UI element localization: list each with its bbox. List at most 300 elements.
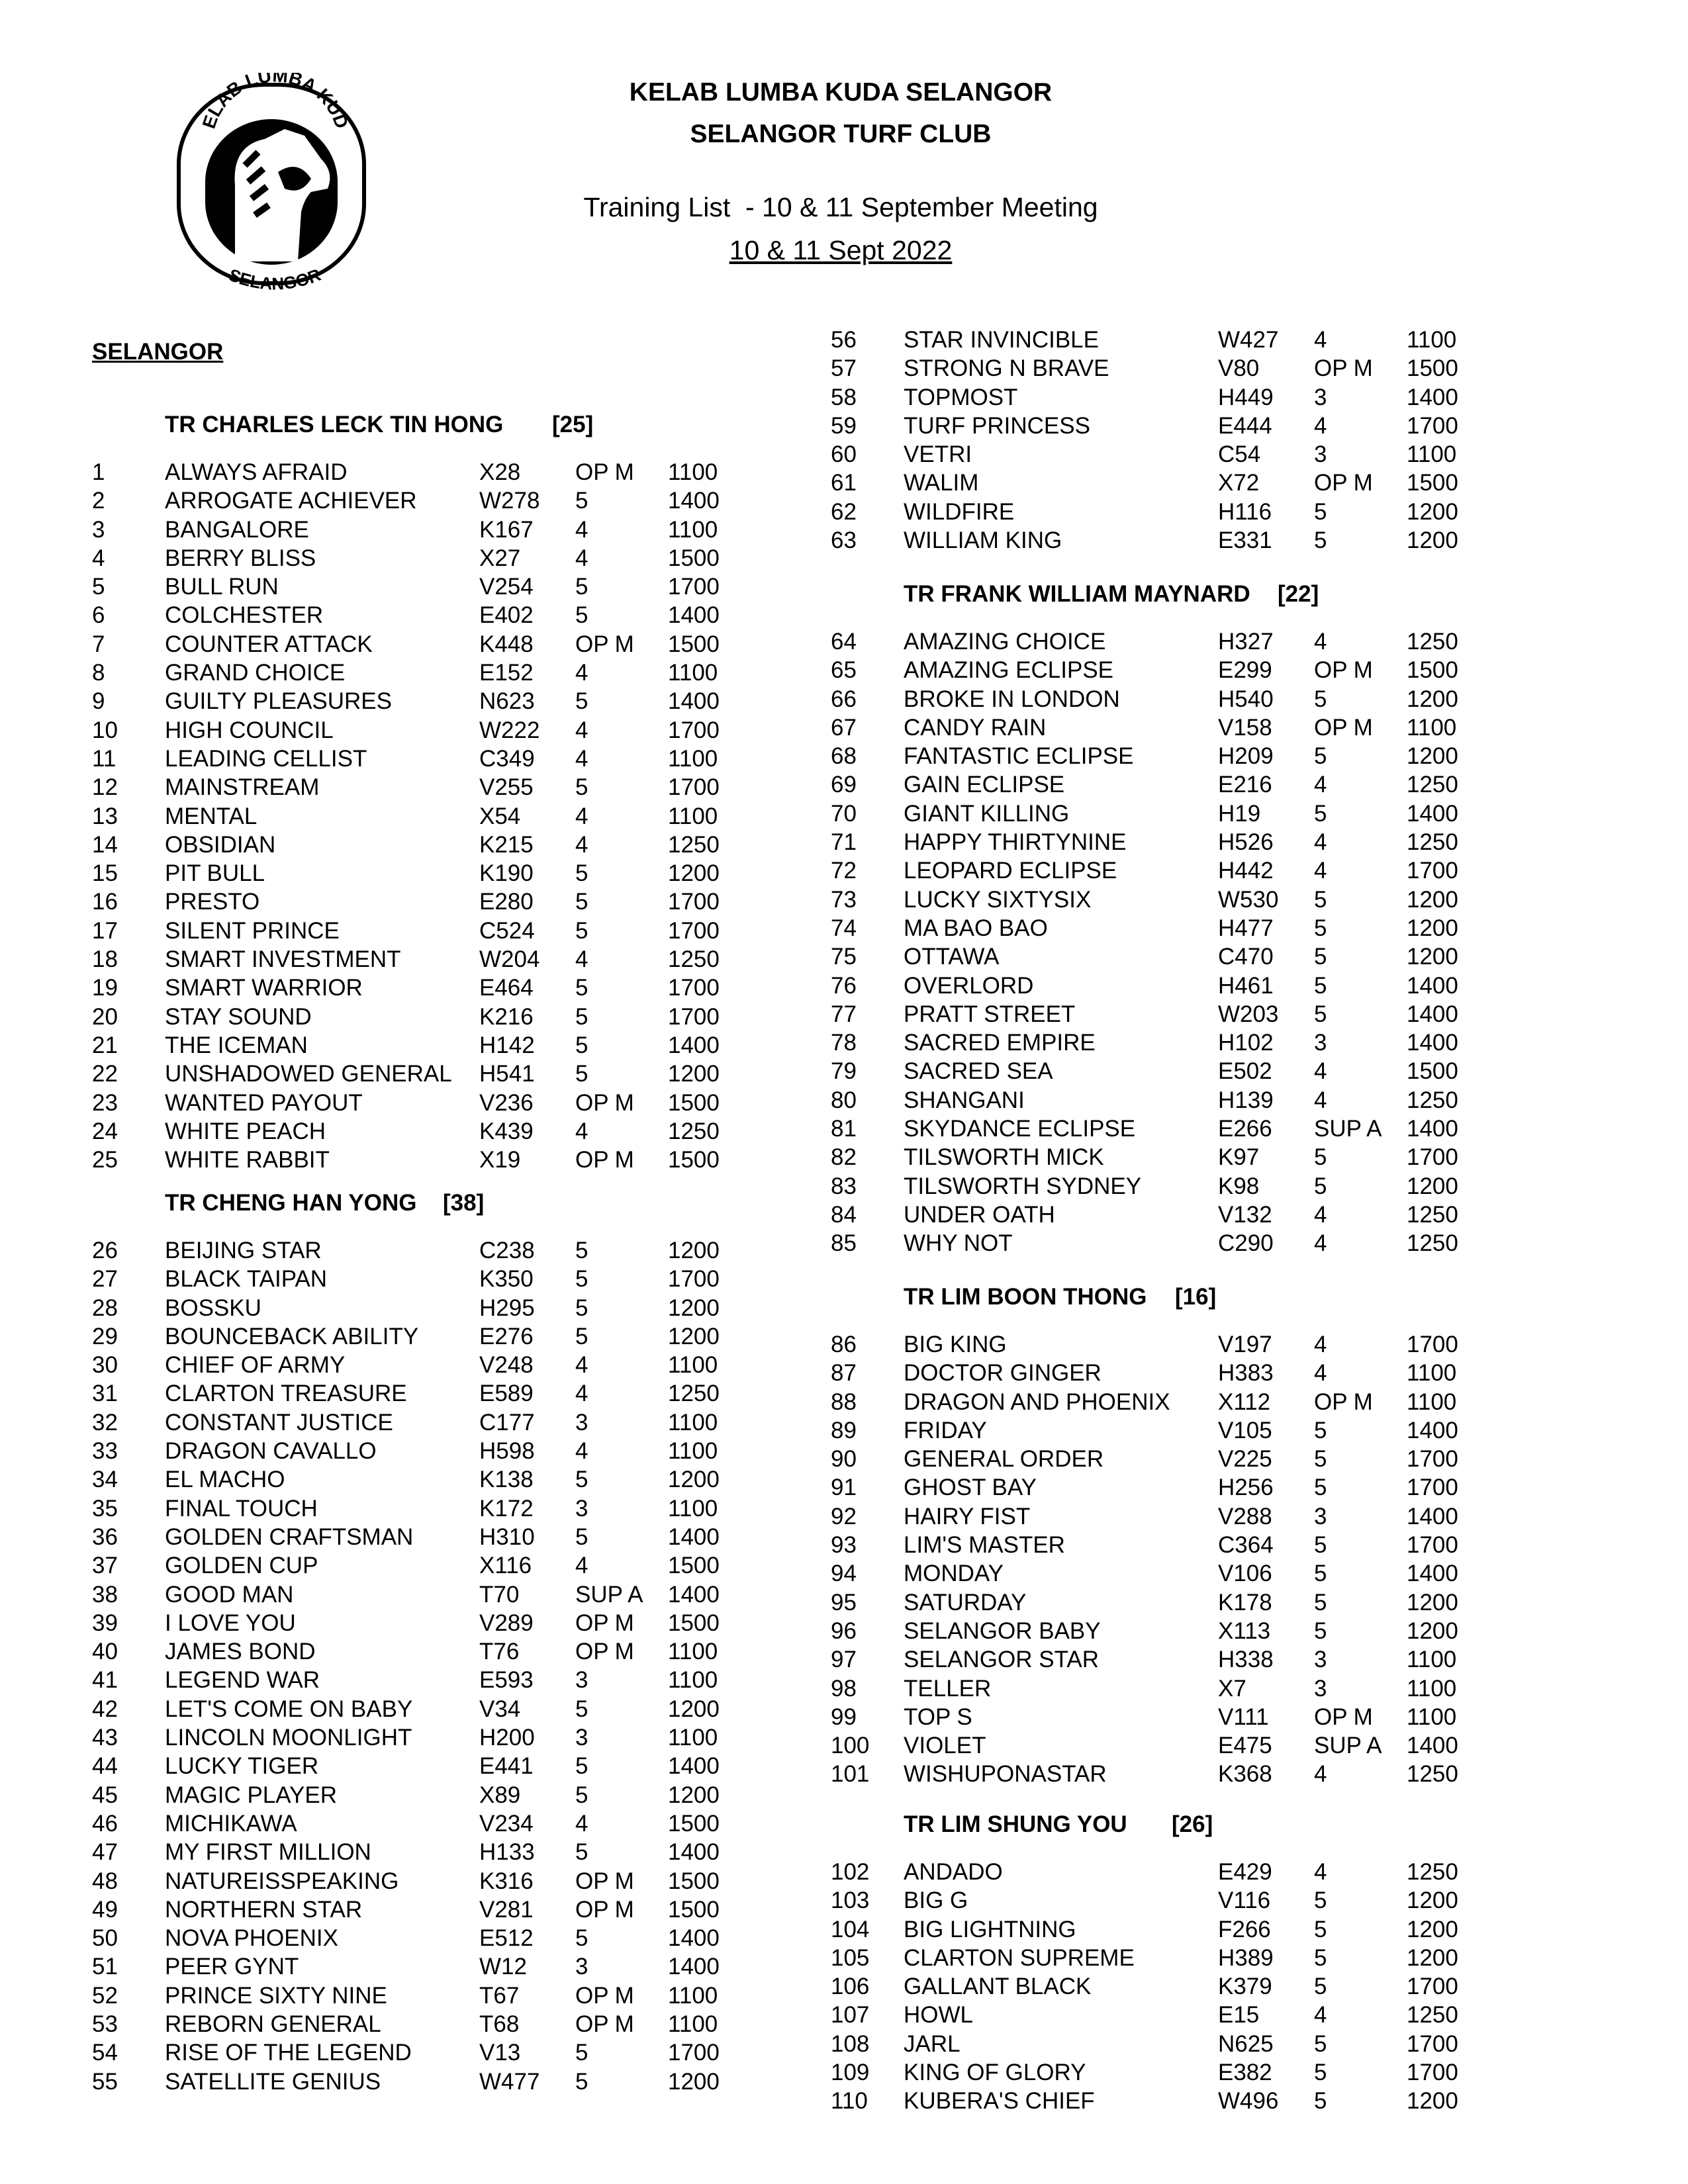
section-label: SELANGOR [92,339,224,365]
horse-distance: 1700 [1407,1532,1458,1559]
horse-code: K368 [1218,1761,1272,1788]
horse-number: 32 [92,1409,118,1435]
horse-name: DRAGON AND PHOENIX [904,1388,1170,1415]
list-item [831,1201,1625,1229]
horse-name: MONDAY [904,1561,1004,1587]
horse-name: FINAL TOUCH [165,1495,318,1522]
horse-distance: 1700 [1407,412,1458,439]
horse-number: 104 [831,1916,870,1942]
horse-number: 72 [831,858,857,884]
list-item [831,1028,1625,1057]
horse-number: 22 [92,1061,118,1087]
horse-class: 4 [1314,629,1327,655]
horse-distance: 1400 [1407,972,1458,999]
horse-code: W203 [1218,1001,1279,1027]
horse-code: K138 [479,1467,534,1493]
horse-number: 110 [831,2088,868,2115]
horse-name: PEER GYNT [165,1954,299,1980]
trainer-name: TR CHARLES LECK TIN HONG [165,412,504,437]
horse-distance: 1200 [1407,944,1458,970]
horse-number: 53 [92,2011,118,2038]
horse-code: X7 [1218,1675,1246,1702]
horse-distance: 1100 [668,660,718,686]
horse-distance: 1500 [668,1553,720,1579]
horse-name: BIG G [904,1888,968,1914]
list-item [92,1695,886,1723]
horse-code: C364 [1218,1532,1274,1559]
list-item [92,1089,886,1117]
horse-distance: 1200 [668,1782,720,1808]
horse-number: 81 [831,1116,857,1142]
horse-name: PIT BULL [165,860,265,887]
list-item [92,1666,886,1694]
horse-code: K439 [479,1118,534,1144]
horse-number: 5 [92,574,105,600]
horse-code: H598 [479,1438,535,1465]
horse-code: C177 [479,1409,535,1435]
horse-class: 5 [1314,1916,1327,1942]
horse-distance: 1700 [668,1266,720,1293]
horse-code: F266 [1218,1916,1271,1942]
horse-name: VIOLET [904,1733,986,1759]
horse-number: 12 [92,774,118,801]
logo-ring-top-text: ELAB LUMBA KUD [198,73,353,132]
horse-code: C349 [479,745,535,772]
horse-number: 56 [831,327,857,353]
horse-class: 5 [575,917,588,944]
horse-code: E152 [479,660,534,686]
horse-class: 4 [575,717,588,743]
list-item [831,1057,1625,1085]
horse-number: 27 [92,1266,118,1293]
trainer-heading [831,581,1625,610]
horse-class: 4 [1314,858,1327,884]
horse-name: TILSWORTH MICK [904,1144,1104,1171]
list-item [831,656,1625,684]
horse-code: C524 [479,917,535,944]
horse-code: V116 [1218,1888,1271,1914]
trainer-heading [92,1190,886,1218]
horse-class: 5 [1314,686,1327,712]
trainer-heading [831,1811,1625,1840]
horse-code: E280 [479,889,534,915]
horse-name: SELANGOR STAR [904,1647,1099,1673]
horse-number: 15 [92,860,118,887]
horse-code: K190 [479,860,534,887]
list-item [831,1388,1625,1416]
horse-distance: 1200 [1407,915,1458,941]
horse-distance: 1700 [1407,2030,1458,2057]
horse-distance: 1250 [668,946,720,973]
list-item [831,2001,1625,2029]
list-item [92,1437,886,1465]
list-item [92,917,886,945]
club-name-english: SELANGOR TURF CLUB [690,120,992,148]
horse-class: OP M [575,1147,634,1173]
horse-code: X54 [479,803,521,829]
list-item [92,2010,886,2038]
horse-class: 4 [575,831,588,858]
horse-code: E266 [1218,1116,1272,1142]
list-item [92,1351,886,1379]
list-item [831,412,1625,440]
horse-number: 43 [92,1725,118,1751]
logo-ring-bottom-text: SELANGOR [226,264,324,291]
horse-number: 3 [92,516,105,543]
horse-number: 77 [831,1001,857,1027]
horse-name: STAR INVINCIBLE [904,327,1099,353]
horse-class: 3 [1314,1675,1327,1702]
horse-number: 57 [831,355,857,382]
list-item [831,1416,1625,1445]
horse-name: SELANGOR BABY [904,1617,1101,1644]
horse-class: 5 [575,1753,588,1780]
horse-number: 10 [92,717,118,743]
horse-code: K350 [479,1266,534,1293]
horse-code: H442 [1218,858,1274,884]
horse-name: BANGALORE [165,516,309,543]
horse-name: BOSSKU [165,1295,261,1321]
horse-class: 5 [575,1782,588,1808]
horse-name: SHANGANI [904,1087,1025,1113]
list-item [831,2030,1625,2058]
horse-name: SMART WARRIOR [165,975,363,1001]
horse-code: K178 [1218,1589,1272,1615]
horse-name: CLARTON TREASURE [165,1381,407,1407]
horse-number: 8 [92,660,105,686]
horse-class: 5 [575,1467,588,1493]
horse-distance: 1400 [668,1954,720,1980]
horse-code: E15 [1218,2002,1260,2028]
horse-distance: 1200 [1407,1173,1458,1199]
horse-name: WALIM [904,470,979,496]
horse-distance: 1100 [668,1639,718,1665]
horse-distance: 1700 [1407,2060,1458,2086]
horse-code: W204 [479,946,540,973]
horse-code: K167 [479,516,534,543]
horse-name: EL MACHO [165,1467,285,1493]
horse-name: CHIEF OF ARMY [165,1352,346,1379]
horse-distance: 1200 [1407,1916,1458,1942]
horse-head-emblem-icon [172,73,371,291]
horse-code: H477 [1218,915,1274,941]
list-item [92,1895,886,1924]
horse-class: 5 [1314,1617,1327,1644]
list-item [92,1809,886,1838]
horse-name: COLCHESTER [165,602,324,629]
horse-distance: 1400 [1407,1001,1458,1027]
horse-number: 60 [831,441,857,468]
horse-distance: 1400 [1407,1030,1458,1056]
horse-number: 67 [831,714,857,741]
horse-name: TURF PRINCESS [904,412,1090,439]
horse-name: HAIRY FIST [904,1503,1031,1529]
horse-number: 88 [831,1388,857,1415]
horse-name: KING OF GLORY [904,2060,1086,2086]
horse-class: OP M [575,2011,634,2038]
horse-distance: 1250 [1407,1201,1458,1228]
list-item [92,802,886,831]
horse-number: 109 [831,2060,870,2086]
horse-distance: 1200 [668,2068,720,2095]
list-item [831,713,1625,742]
horse-class: 5 [1314,1417,1327,1443]
horse-name: WHY NOT [904,1230,1013,1257]
trainer-horse-count: [22] [1278,581,1319,607]
horse-list [831,627,1625,1258]
horse-name: SACRED SEA [904,1058,1053,1085]
horse-distance: 1400 [668,602,720,629]
horse-name: BULL RUN [165,574,279,600]
horse-class: 5 [1314,1173,1327,1199]
trainer-horse-count: [26] [1172,1811,1213,1837]
list-item [831,1559,1625,1588]
horse-class: 5 [1314,1144,1327,1171]
list-item [92,1952,886,1981]
list-item [92,1379,886,1408]
horse-code: V106 [1218,1561,1272,1587]
horse-distance: 1400 [668,1925,720,1952]
list-item [831,1886,1625,1915]
horse-number: 33 [92,1438,118,1465]
horse-name: OTTAWA [904,944,1000,970]
horse-class: 3 [1314,384,1327,410]
horse-name: SKYDANCE ECLIPSE [904,1116,1136,1142]
horse-code: H383 [1218,1360,1274,1387]
horse-class: OP M [1314,1388,1373,1415]
horse-number: 58 [831,384,857,410]
list-item [92,630,886,659]
horse-number: 94 [831,1561,857,1587]
horse-class: 4 [1314,2002,1327,2028]
list-item [831,1502,1625,1531]
list-item [831,1731,1625,1760]
list-item [831,685,1625,713]
horse-code: H19 [1218,800,1261,827]
horse-code: H461 [1218,972,1274,999]
horse-number: 36 [92,1524,118,1550]
horse-code: X112 [1218,1388,1271,1415]
horse-number: 25 [92,1147,118,1173]
horse-distance: 1700 [668,574,720,600]
horse-distance: 1100 [1407,1388,1457,1415]
horse-class: 5 [575,975,588,1001]
horse-class: 5 [575,1925,588,1952]
horse-code: C238 [479,1238,535,1263]
horse-number: 17 [92,917,118,944]
horse-code: E502 [1218,1058,1272,1085]
horse-number: 98 [831,1675,857,1702]
horse-code: H449 [1218,384,1274,410]
list-item [831,1172,1625,1201]
horse-number: 70 [831,800,857,827]
horse-class: 5 [1314,1589,1327,1615]
horse-name: JARL [904,2030,961,2057]
horse-number: 100 [831,1733,870,1759]
horse-class: 5 [575,1839,588,1866]
trainer-heading [92,412,886,440]
horse-distance: 1400 [1407,1116,1458,1142]
horse-number: 65 [831,657,857,684]
list-item [92,1408,886,1437]
horse-class: 4 [575,1553,588,1579]
horse-class: SUP A [575,1581,643,1608]
horse-name: BOUNCEBACK ABILITY [165,1323,419,1349]
horse-number: 49 [92,1896,118,1923]
list-item [831,326,1625,354]
list-item [831,1359,1625,1387]
horse-name: TOPMOST [904,384,1018,410]
horse-name: GENERAL ORDER [904,1446,1104,1473]
horse-class: 4 [1314,1201,1327,1228]
horse-number: 16 [92,889,118,915]
horse-class: 5 [1314,1944,1327,1971]
horse-distance: 1700 [1407,1974,1458,2000]
horse-name: UNSHADOWED GENERAL [165,1061,452,1087]
horse-name: MAINSTREAM [165,774,320,801]
horse-class: 5 [1314,1888,1327,1914]
horse-name: PRATT STREET [904,1001,1076,1027]
horse-number: 20 [92,1003,118,1030]
trainer-name: TR FRANK WILLIAM MAYNARD [904,581,1250,607]
horse-distance: 1700 [668,1003,720,1030]
list-item [92,887,886,916]
horse-number: 6 [92,602,105,629]
horse-class: OP M [575,1639,634,1665]
list-item [831,1858,1625,1886]
horse-number: 106 [831,1974,870,2000]
horse-list [831,326,1625,555]
horse-distance: 1100 [1407,1675,1457,1702]
horse-number: 79 [831,1058,857,1085]
horse-number: 84 [831,1201,857,1228]
horse-class: 4 [575,946,588,973]
horse-class: 5 [575,1266,588,1293]
horse-name: OBSIDIAN [165,831,276,858]
horse-class: 4 [575,1438,588,1465]
horse-number: 47 [92,1839,118,1866]
horse-name: AMAZING ECLIPSE [904,657,1114,684]
horse-number: 69 [831,772,857,798]
horse-name: WILDFIRE [904,498,1015,525]
list-item [92,1609,886,1637]
horse-name: TILSWORTH SYDNEY [904,1173,1142,1199]
horse-number: 83 [831,1173,857,1199]
horse-name: KUBERA'S CHIEF [904,2088,1095,2115]
horse-class: 4 [575,1352,588,1379]
horse-class: 5 [575,1323,588,1349]
horse-class: 4 [1314,1087,1327,1113]
horse-number: 13 [92,803,118,829]
horse-distance: 1100 [1407,1647,1457,1673]
horse-class: 5 [575,1524,588,1550]
horse-class: OP M [1314,714,1373,741]
horse-code: V105 [1218,1417,1272,1443]
horse-number: 63 [831,527,857,554]
horse-class: 3 [1314,1647,1327,1673]
horse-distance: 1250 [1407,1859,1458,1885]
horse-class: OP M [575,459,634,485]
horse-number: 34 [92,1467,118,1493]
horse-distance: 1700 [1407,1332,1458,1357]
horse-distance: 1100 [1407,327,1457,353]
horse-number: 85 [831,1230,857,1257]
horse-code: W530 [1218,886,1279,913]
horse-name: STAY SOUND [165,1003,312,1030]
horse-code: K215 [479,831,534,858]
horse-number: 93 [831,1532,857,1559]
horse-distance: 1200 [668,1061,720,1087]
horse-distance: 1200 [668,1323,720,1349]
horse-distance: 1400 [1407,1733,1458,1759]
horse-name: LET'S COME ON BABY [165,1696,413,1722]
horse-name: UNDER OATH [904,1201,1055,1228]
list-item [831,1473,1625,1502]
horse-number: 105 [831,1944,870,1971]
horse-code: N625 [1218,2030,1274,2057]
horse-name: SACRED EMPIRE [904,1030,1096,1056]
horse-number: 78 [831,1030,857,1056]
horse-number: 39 [92,1610,118,1636]
horse-code: V80 [1218,355,1260,382]
horse-code: V255 [479,774,534,801]
horse-code: H200 [479,1725,535,1751]
horse-class: OP M [575,1089,634,1116]
horse-name: AMAZING CHOICE [904,629,1106,655]
horse-code: E444 [1218,412,1272,439]
horse-name: OVERLORD [904,972,1034,999]
list-item [831,1617,1625,1645]
horse-code: X28 [479,459,521,485]
list-item [831,886,1625,914]
horse-distance: 1500 [668,1147,720,1173]
list-item [92,1580,886,1609]
horse-name: GUILTY PLEASURES [165,688,392,715]
horse-number: 64 [831,629,857,655]
meeting-date: 10 & 11 Sept 2022 [729,235,953,265]
horse-name: ARROGATE ACHIEVER [165,488,417,514]
horse-code: V225 [1218,1446,1272,1473]
horse-distance: 1500 [668,631,720,657]
horse-distance: 1100 [668,1409,718,1435]
horse-class: 5 [575,1696,588,1722]
list-item [92,2068,886,2096]
horse-class: 5 [1314,1001,1327,1027]
horse-distance: 1200 [1407,1944,1458,1971]
horse-distance: 1100 [668,2011,718,2038]
horse-code: H338 [1218,1647,1274,1673]
horse-number: 59 [831,412,857,439]
horse-class: 4 [575,745,588,772]
list-item [831,1000,1625,1028]
horse-distance: 1250 [1407,1230,1458,1257]
horse-distance: 1100 [668,1667,718,1694]
horse-distance: 1250 [1407,772,1458,798]
horse-class: 5 [1314,1561,1327,1587]
horse-name: BLACK TAIPAN [165,1266,328,1293]
horse-list [831,1330,1625,1789]
horse-code: H102 [1218,1030,1274,1056]
horse-class: 5 [575,1032,588,1058]
horse-code: V158 [1218,714,1272,741]
horse-distance: 1250 [1407,1761,1458,1788]
horse-code: E216 [1218,772,1272,798]
horse-number: 101 [831,1761,870,1788]
horse-name: GOLDEN CUP [165,1553,318,1579]
horse-class: OP M [1314,657,1373,684]
horse-code: E593 [479,1667,534,1694]
horse-class: 5 [1314,1446,1327,1473]
